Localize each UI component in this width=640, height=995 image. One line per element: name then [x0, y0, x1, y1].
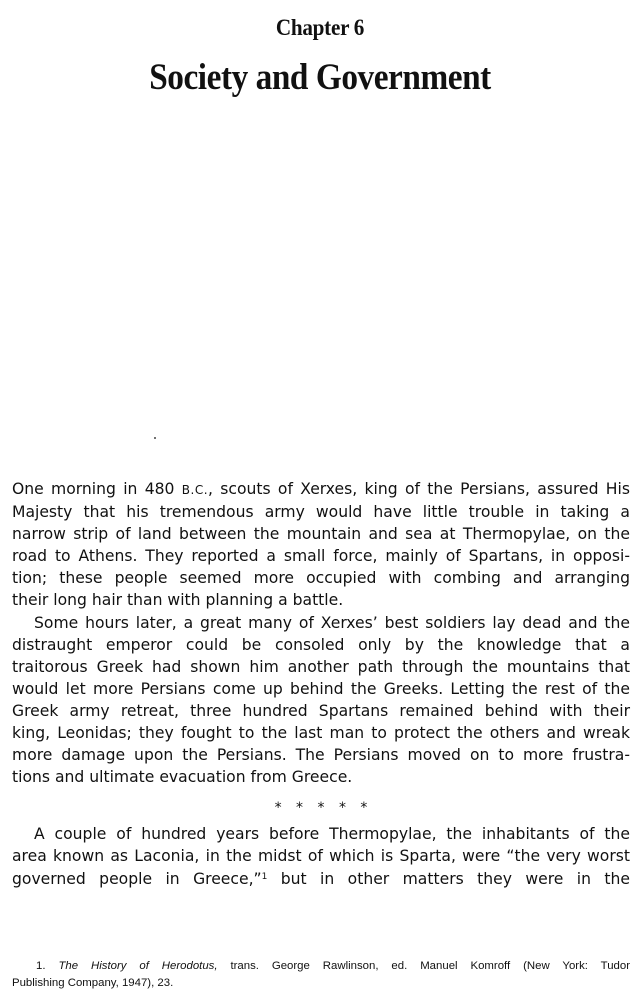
- text-span: but in other matters they were in the: [267, 869, 630, 888]
- text-span: , scouts of Xerxes, king of the Persians, assured His: [208, 480, 630, 498]
- text-line: [12, 868, 630, 890]
- text-line: distraught emperor could be consoled only by the knowledge that a: [12, 635, 630, 654]
- era-abbreviation: B.C.: [181, 483, 209, 497]
- text-line: narrow strip of land between the mountain and sea at Thermopylae, on the: [12, 525, 630, 544]
- text-line: tions and ultimate evacuation from Greece.: [12, 768, 353, 787]
- chapter-label: Chapter 6: [275, 15, 365, 40]
- text-line: would let more Persians come up behind the Greeks. Letting the rest of the: [12, 679, 630, 698]
- body-text: [12, 478, 630, 890]
- text-line: traitorous Greek had shown him another path through the mountains that: [12, 657, 630, 676]
- footnote-reference[interactable]: 1: [261, 871, 268, 882]
- page-speck: [154, 437, 156, 439]
- text-line: more damage upon the Persians. The Persians moved on to more frustra-: [12, 746, 630, 765]
- footnote-book-title: The History of Herodotus,: [58, 960, 218, 972]
- footnote-text: trans. George Rawlinson, ed. Manuel Komroff (New York: Tudor: [217, 960, 630, 972]
- text-span: One morning in 480: [12, 480, 182, 498]
- paragraph-2: [12, 612, 630, 789]
- text-line: Some hours later, a great many of Xerxes’ best soldiers lay dead and the: [34, 613, 630, 632]
- text-line: Majesty that his tremendous army would have little trouble in taking a: [12, 503, 630, 522]
- text-line: their long hair than with planning a battle.: [12, 591, 344, 610]
- text-line: king, Leonidas; they fought to the last man to protect the others and wreak: [12, 724, 630, 743]
- paragraph-1: [12, 478, 630, 612]
- text-line: road to Athens. They reported a small force, mainly of Spartans, in opposi-: [12, 547, 630, 566]
- text-line: Greek army retreat, three hundred Spartans remained behind with their: [12, 701, 630, 720]
- footnote-line: [12, 958, 630, 975]
- paragraph-3: [12, 823, 630, 889]
- text-line: area known as Laconia, in the midst of which is Sparta, were “the very worst: [12, 847, 630, 866]
- chapter-title: Society and Government: [149, 57, 491, 98]
- text-line: A couple of hundred years before Thermopylae, the inhabitants of the: [34, 825, 630, 844]
- footnote-line: Publishing Company, 1947), 23.: [12, 977, 174, 989]
- text-line: tion; these people seemed more occupied with combing and arranging: [12, 569, 630, 588]
- footnote-number: 1.: [36, 960, 59, 972]
- footnote: [12, 958, 630, 992]
- section-separator: * * * * *: [274, 800, 368, 817]
- text-span: governed people in Greece,”: [12, 869, 262, 888]
- text-line: [12, 478, 630, 501]
